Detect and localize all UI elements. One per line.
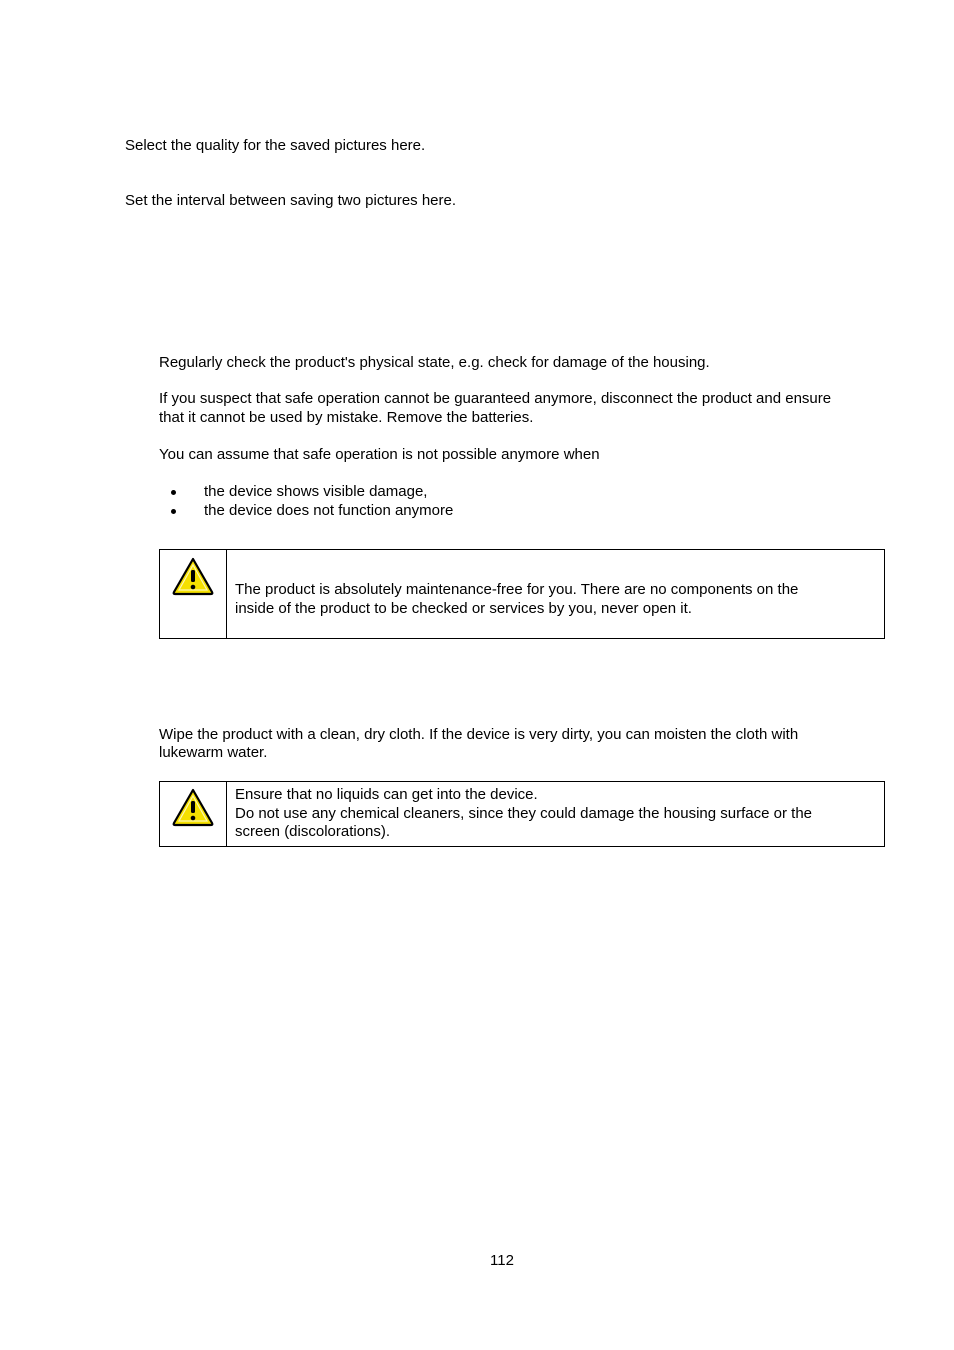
assume-paragraph: You can assume that safe operation is not possible anymore when <box>159 446 600 463</box>
warning-text-cell <box>227 782 884 846</box>
warning-triangle-icon <box>171 556 215 596</box>
wipe-paragraph-line-2: lukewarm water. <box>159 744 268 761</box>
warning-text-line: The product is absolutely maintenance-free for you. There are no components on the <box>235 581 799 598</box>
list-item: the device shows visible damage, <box>159 483 453 502</box>
warning-icon-cell <box>160 782 227 846</box>
warning-triangle-icon <box>171 787 215 827</box>
warning-text-line: Ensure that no liquids can get into the device. <box>235 786 538 803</box>
bullet-icon <box>171 490 176 495</box>
warning-text-line: inside of the product to be checked or services by you, never open it. <box>235 599 692 617</box>
unsafe-conditions-list <box>159 483 453 521</box>
interval-description: Set the interval between saving two pictures here. <box>125 192 457 209</box>
maintenance-warning-box <box>159 549 885 639</box>
suspect-paragraph-line-2: that it cannot be used by mistake. Remove the batteries. <box>159 409 534 426</box>
list-item: the device does not function anymore <box>159 502 453 521</box>
warning-text-line: screen (discolorations). <box>235 823 391 840</box>
cleaning-warning-box <box>159 781 885 847</box>
bullet-icon <box>171 509 176 514</box>
warning-text-line: Do not use any chemical cleaners, since they could damage the housing surface or the <box>235 804 813 822</box>
warning-icon-cell <box>160 550 227 638</box>
warning-text-cell <box>227 550 884 638</box>
suspect-paragraph-line-1: If you suspect that safe operation cannot be guaranteed anymore, disconnect the product and ensure <box>159 390 832 407</box>
wipe-paragraph-line-1: Wipe the product with a clean, dry cloth. If the device is very dirty, you can moisten the cloth with <box>159 726 799 743</box>
quality-description: Select the quality for the saved pictures here. <box>125 137 426 154</box>
page-number: 112 <box>490 1252 514 1269</box>
check-state-paragraph: Regularly check the product's physical state, e.g. check for damage of the housing. <box>159 354 710 371</box>
